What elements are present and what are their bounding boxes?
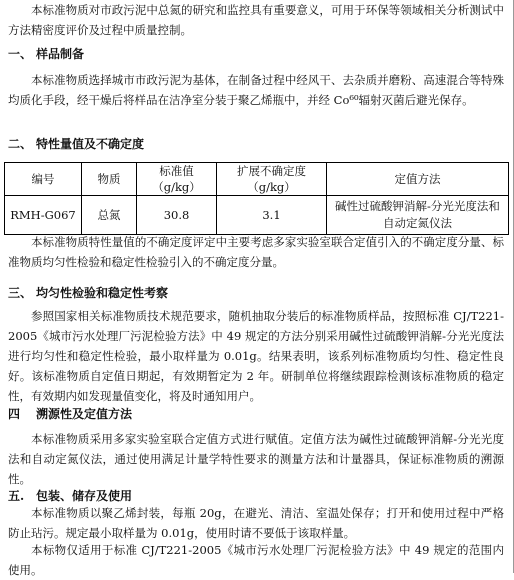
cell-method: 碱性过硫酸钾消解-分光光度法和自动定氮仪法 <box>327 196 509 235</box>
section-5-heading: 五. 包装、储存及使用 <box>8 489 133 503</box>
cell-uncertainty: 3.1 <box>217 196 327 235</box>
header-code: 编号 <box>5 163 82 196</box>
table-row <box>5 196 509 235</box>
preparation-paragraph: 本标准物质选择城市市政污泥为基体，在制备过程中经风干、去杂质并磨粉、高速混合等特殊均质化手段，经干燥后将样品在洁净室分装于聚乙烯瓶中，并经 Co⁶⁰辐射灭菌后避光保存。 <box>8 73 504 107</box>
cell-substance: 总氮 <box>82 196 137 235</box>
header-expanded-uncertainty: 扩展不确定度（g/kg） <box>217 163 327 196</box>
cell-code: RMH-G067 <box>5 196 82 235</box>
traceability-paragraph: 本标准物质采用多家实验室联合定值方式进行赋值。定值方法为碱性过硫酸钾消解-分光光度法和自动定氮仪法，通过使用满足计量学特性要求的测量方法和计量器具，保证标准物质的溯源性。 <box>8 432 504 486</box>
cell-certified-value: 30.8 <box>137 196 217 235</box>
section-4-heading: 四 溯源性及定值方法 <box>8 407 133 421</box>
packaging-paragraph: 本标准物质以聚乙烯封装，每瓶 20g，在避光、清洁、室温处保存；打开和使用过程中严格防止玷污。规定最小取样量为 0.01g，使用时请不要低于该取样量。 <box>8 506 504 540</box>
section-1-heading: 一、 样品制备 <box>8 47 85 61</box>
usage-scope-paragraph: 本标物仅适用于标准 CJ/T221-2005《城市污水处理厂污泥检验方法》中 49 规定的范围内使用。 <box>8 543 504 577</box>
property-value-table <box>4 162 509 235</box>
header-method: 定值方法 <box>327 163 509 196</box>
section-3-heading: 三、 均匀性检验和稳定性考察 <box>8 286 169 300</box>
homogeneity-paragraph: 参照国家相关标准物质技术规范要求，随机抽取分装后的标准物质样品，按照标准 CJ/T221-2005《城市污水处理厂污泥检验方法》中 49 规定的方法分别采用碱性过硫酸钾消解-分光光度法进行均匀性和稳定性检验，最小取样量为 0.01g。结果表明，该系列标准物质均匀性、稳定性良好。该标准物质自定值日期起，有效期暂定为 2 年。研制单位将继续跟踪检测该标准物质的稳定性，有效期内如发现量值变化，将及时通知用户。 <box>8 309 504 403</box>
table-header-row <box>5 163 509 196</box>
section-2-heading: 二、 特性量值及不确定度 <box>8 137 145 151</box>
uncertainty-note-paragraph: 本标准物质特性量值的不确定度评定中主要考虑多家实验室联合定值引入的不确定度分量、标准物质均匀性检验和稳定性检验引入的不确定度分量。 <box>8 235 504 269</box>
header-substance: 物质 <box>82 163 137 196</box>
intro-paragraph: 本标准物质对市政污泥中总氮的研究和监控具有重要意义，可用于环保等领域相关分析测试中方法精密度评价及过程中质量控制。 <box>8 3 504 37</box>
header-certified-value: 标准值（g/kg） <box>137 163 217 196</box>
